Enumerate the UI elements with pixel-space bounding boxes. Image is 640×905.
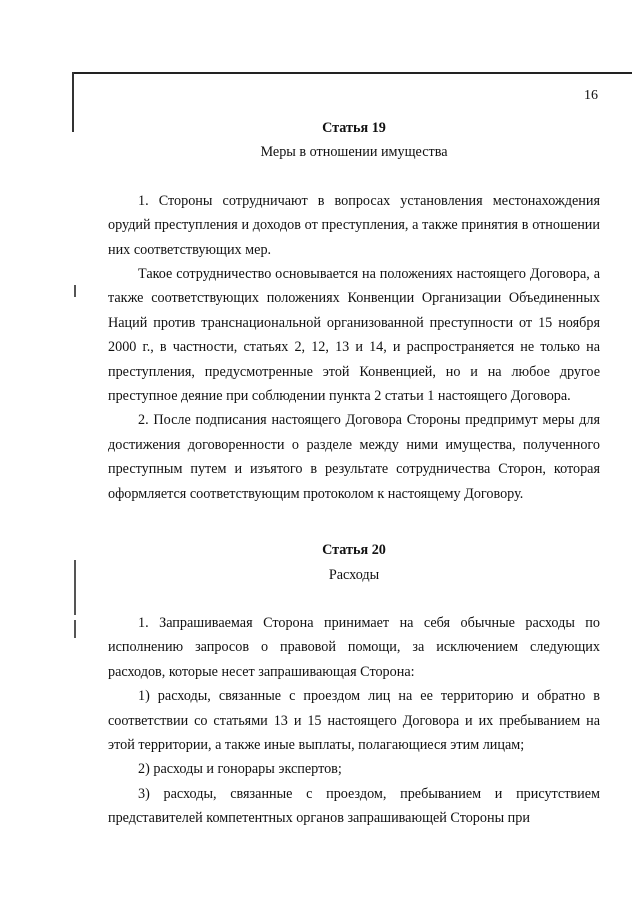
top-border-line xyxy=(72,72,632,74)
paragraph: 2) расходы и гонорары экспертов; xyxy=(138,761,342,778)
paragraph: 3) расходы, связанные с проездом, пребыванием и присутствием представителей компетентных органов запрашивающей Стороны при xyxy=(108,785,600,827)
paragraph: 2. После подписания настоящего Договора Стороны предпримут меры для достижения договоренности о разделе между ними имущества, полученного преступным путем и изъятого в результате сотрудничества Сторон, которая оформляется соответствующим протоколом к настоящему Договору. xyxy=(108,412,600,502)
scan-mark xyxy=(74,560,76,615)
paragraph: Такое сотрудничество основывается на положениях настоящего Договора, а также соответствующих положениях Конвенции Организации Объединенных Наций против транснациональной организованной преступности от 15 ноября 2000 г., в частности, статьях 2, 12, 13 и 14, и распространяется не только на преступления, предусмотренные этой Конвенцией, но и на любое другое преступное деяние при соблюдении пункта 2 статьи 1 настоящего Договора. xyxy=(108,266,600,405)
article-heading xyxy=(108,116,600,165)
document-body xyxy=(108,116,600,831)
left-border-line xyxy=(72,72,74,132)
paragraph: 1. Запрашиваемая Сторона принимает на себя обычные расходы по исполнению запросов о правовой помощи, за исключением следующих расходов, которые несет запрашивающая Сторона: xyxy=(108,614,600,680)
paragraph: 1) расходы, связанные с проездом лиц на ее территорию и обратно в соответствии со статьями 13 и 15 настоящего Договора и их пребыванием на этой территории, а также иные выплаты, полагающиеся этим лицам; xyxy=(108,688,600,753)
article-title: Статья 19 xyxy=(322,120,386,136)
scan-mark xyxy=(74,285,76,297)
article-subtitle: Расходы xyxy=(328,566,380,583)
article-heading xyxy=(108,538,600,587)
paragraph: 1. Стороны сотрудничают в вопросах установления местонахождения орудий преступления и доходов от преступления, а также принятия в отношении них соответствующих мер. xyxy=(108,192,600,258)
article-19 xyxy=(108,116,600,506)
article-subtitle: Меры в отношении имущества xyxy=(260,144,448,161)
page-number: 16 xyxy=(584,88,598,103)
article-title: Статья 20 xyxy=(322,542,386,559)
article-20 xyxy=(108,538,600,830)
scan-mark xyxy=(74,620,76,638)
